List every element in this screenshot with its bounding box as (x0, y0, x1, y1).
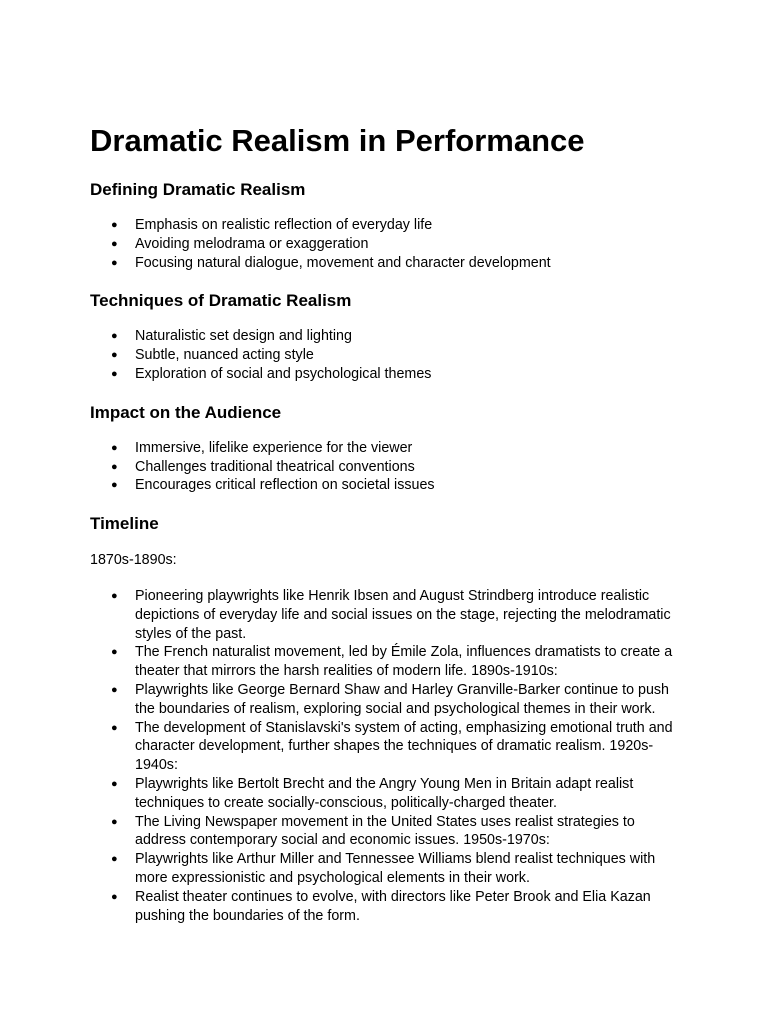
bullet-icon: ● (111, 683, 118, 696)
bullet-icon: ● (111, 777, 118, 790)
bullet-icon: ● (111, 721, 118, 734)
bullet-icon: ● (111, 890, 118, 903)
section-heading-defining: Defining Dramatic Realism (90, 180, 306, 199)
list-item (90, 476, 680, 495)
bullet-icon: ● (111, 330, 118, 343)
list-item-text: Encourages critical reflection on societal issues (135, 477, 435, 494)
list-item (90, 775, 680, 813)
list-item-text: The development of Stanislavski's system of acting, emphasizing emotional truth and character development, further shapes the techniques of dramatic realism. 1920s-1940s: (135, 719, 673, 774)
list-item-text: The Living Newspaper movement in the United States uses realist strategies to address contemporary social and economic issues. 1950s-1970s: (135, 813, 635, 849)
list-item (90, 216, 680, 235)
section-heading-impact: Impact on the Audience (90, 402, 282, 422)
bullet-icon: ● (111, 815, 118, 828)
bullet-icon: ● (111, 479, 118, 492)
list-item (90, 346, 680, 365)
list-item (90, 813, 680, 851)
list-item (90, 235, 680, 254)
list-item-text: Playwrights like Arthur Miller and Tennessee Williams blend realist techniques with more expressionistic and psychological elements in their work. (135, 851, 656, 886)
list-item (90, 587, 680, 643)
list-item-text: Playwrights like Bertolt Brecht and the Angry Young Men in Britain adapt realist techniques to create socially-conscious, politically-charged theater. (135, 775, 634, 811)
list-item-text: Avoiding melodrama or exaggeration (135, 235, 369, 252)
bullet-icon: ● (111, 349, 118, 362)
list-item-text: Pioneering playwrights like Henrik Ibsen and August Strindberg introduce realistic depictions of everyday life and social issues on the stage, rejecting the melodramatic styles of the past. (135, 587, 671, 642)
list-item (90, 643, 680, 681)
section-heading-timeline: Timeline (90, 514, 159, 534)
section-heading-techniques: Techniques of Dramatic Realism (90, 291, 352, 311)
list-item (90, 327, 680, 346)
bullet-icon: ● (111, 237, 118, 250)
bullet-icon: ● (111, 589, 118, 602)
list-item-text: Naturalistic set design and lighting (135, 328, 352, 345)
list-item-text: Immersive, lifelike experience for the viewer (135, 439, 413, 456)
list-item (90, 458, 680, 477)
document-page (90, 122, 690, 925)
list-item-text: The French naturalist movement, led by Émile Zola, influences dramatists to create a theater that mirrors the harsh realities of modern life. 1890s-1910s: (135, 644, 673, 680)
list-item-text: Exploration of social and psychological themes (135, 365, 432, 382)
bullet-icon: ● (111, 219, 118, 231)
list-item (90, 850, 680, 888)
bullet-list-defining (90, 216, 690, 272)
bullet-list-impact (90, 439, 690, 495)
list-item-text: Emphasis on realistic reflection of everyday life (135, 217, 433, 233)
bullet-icon: ● (111, 367, 118, 380)
list-item (90, 719, 680, 775)
bullet-list-timeline (90, 587, 690, 925)
list-item (90, 365, 680, 384)
bullet-icon: ● (111, 646, 118, 659)
list-item-text: Challenges traditional theatrical conventions (135, 458, 415, 475)
list-item (90, 681, 680, 719)
bullet-icon: ● (111, 460, 118, 473)
bullet-icon: ● (111, 853, 118, 866)
list-item-text: Focusing natural dialogue, movement and character development (135, 254, 551, 271)
list-item-text: Playwrights like George Bernard Shaw and Harley Granville-Barker continue to push the boundaries of realism, exploring social and psychological themes in their work. (135, 681, 670, 717)
list-item (90, 888, 680, 926)
list-item-text: Subtle, nuanced acting style (135, 347, 314, 364)
timeline-period-label: 1870s-1890s: (90, 552, 177, 569)
bullet-icon: ● (111, 441, 118, 454)
page-title: Dramatic Realism in Performance (90, 123, 585, 158)
bullet-icon: ● (111, 256, 118, 269)
list-item (90, 254, 680, 273)
list-item (90, 439, 680, 458)
list-item-text: Realist theater continues to evolve, with directors like Peter Brook and Elia Kazan pushing the boundaries of the form. (135, 888, 651, 924)
bullet-list-techniques (90, 327, 690, 383)
